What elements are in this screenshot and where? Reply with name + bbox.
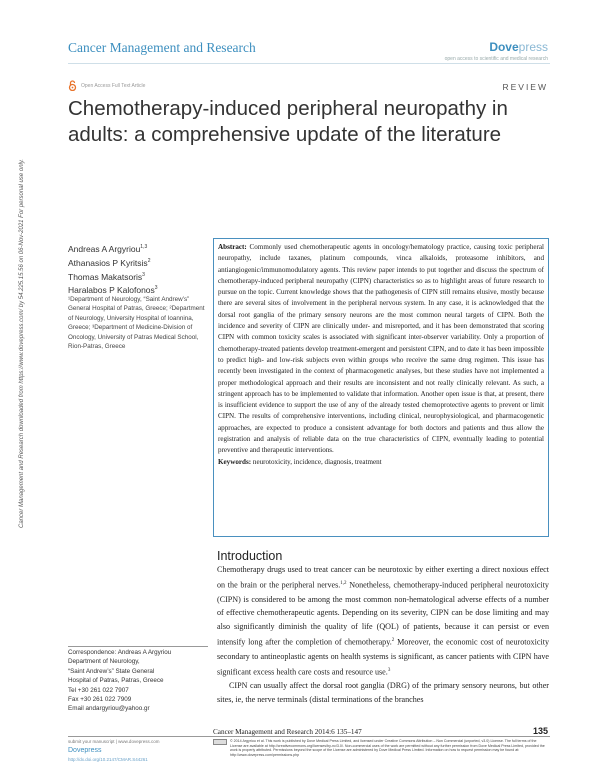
author: Haralabos P Kalofonos$^3$ — [68, 285, 158, 296]
footer-rule — [68, 736, 550, 737]
license-text: © 2014 Argyriou et al. This work is published by Dove Medical Press Limited, and licensed under Creative Commons Attribution – Non Commercial (unported, v3.0) License. The full terms of the License are available at http://creativecommons.org/licenses/by-nc/3.0/. Non-commercial uses of the work are permitted without any further permission from Dove Medical Press Limited, provided the work is properly attributed. Permissions beyond the scope of the License are administered by Dove Medical Press Limited. Information on how to request permission may be found at: http://www.dovepress.com/permissions.php — [230, 739, 545, 757]
page-number: 135 — [532, 726, 548, 736]
abstract-box — [213, 238, 549, 537]
cc-license-icon — [213, 739, 227, 745]
article-title: Chemotherapy-induced peripheral neuropathy in adults: a comprehensive update of the literature — [68, 97, 508, 146]
footer-dovepress: Dovepress — [68, 747, 102, 754]
author-list — [68, 241, 208, 296]
keywords-text: neurotoxicity, incidence, diagnosis, treatment — [252, 457, 382, 466]
download-note-text: Cancer Management and Research downloaded from https://www.dovepress.com/ by 54.225.15.56 on 06-Nov-2021 For personal use only. — [19, 158, 25, 528]
citation-line: Cancer Management and Research 2014:6 135–147 — [213, 728, 362, 736]
author: Thomas Makatsoris$^3$ — [68, 271, 145, 282]
correspondence: Correspondence: Andreas A Argyriou Department of Neurology, “Saint Andrew’s” State General Hospital of Patras, Patras, Greece Tel +30 261 022 7907 Fax +30 261 022 7909 Email andargyriou@yahoo.gr — [68, 648, 208, 714]
paragraph: Chemotherapy drugs used to treat cancer can be neurotoxic by either exerting a direct noxious effect on the brain or the peripheral nerves.$^{1,2}$ Nonetheless, chemotherapy-induced peripheral neurotoxicity (CIPN) is considered to be among the most common non-hematological adverse effects of a number of effective chemotherapeutic agents. Depending on its severity, CIPN can be dose limiting and may also significantly diminish the quality of life (QOL) of patients, because it can persist or even intensify long after the completion of chemotherapy.$^2$ Moreover, the economic cost of neurotoxicity secondary to antineoplastic agents on health systems is significant, as cancer patients with CIPN have significant excess health care costs and resource use.$^3$ — [217, 565, 549, 677]
abstract — [218, 242, 544, 457]
header-rule — [68, 63, 550, 64]
download-note — [18, 108, 36, 528]
open-access-icon — [68, 80, 77, 91]
publisher-bold: Dove — [489, 40, 519, 54]
publisher-tagline: open access to scientific and medical research — [444, 56, 548, 62]
author: Andreas A Argyriou$^{1,3}$ — [68, 243, 148, 254]
journal-name: Cancer Management and Research — [68, 40, 256, 55]
doi-link[interactable]: http://dx.doi.org/10.2147/CMAR.S44261 — [68, 757, 148, 762]
email-link[interactable]: Email andargyriou@yahoo.gr — [68, 705, 150, 713]
abstract-text: Commonly used chemotherapeutic agents in oncology/hematology practice, causing toxic peripheral neuropathy, include taxanes, platinum compounds, vinca alkaloids, proteasome inhibitors, and antiangiogenic/immunomodulatory agents. This review paper intends to put together and discuss the spectrum of chemotherapy-induced peripheral neuropathy (CIPN) characteristics so as to highlight areas of future research to pursue on the topic. Current knowledge shows that the pathogenesis of CIPN still remains elusive, mostly because there are several sites of involvement in the peripheral nervous system. In any case, it is acknowledged that the dorsal root ganglia of the primary sensory neurons are the most common neural targets of CIPN. Both the incidence and severity of CIPN are clinically under- and misreported, and it has been demonstrated that scoring CIPN with common toxicity scales is associated with significant inter-observer variability. Only a proportion of chemotherapy-treated patients develop treatment-emergent and persistent CIPN, and to date it has been impossible to predict high- and low-risk subjects even within groups who receive the same drug regimen. This issue has recently been investigated in the context of pharmacogenetic analyses, but these studies have not implemented a proper methodological approach and their results are inconsistent and not really clinically relevant. As such, a stringent approach has to be implemented to validate that information. Another open issue is that, at present, there is insufficient evidence to support the use of any of the already tested chemoprotective agents to prevent or limit CIPN. The results of comprehensive interventions, including clinical, neurophysiological, and pharmacogenetic approaches, are expected to produce a consistent advantage for both doctors and patients and thus allow the registration and analysis of reliable data on the true characteristics of CIPN, eventually leading to potential preventive and therapeutic interventions. — [218, 243, 544, 455]
introduction-body — [217, 563, 549, 707]
author: Athanasios P Kyritsis$^2$ — [68, 257, 151, 268]
section-heading-introduction: Introduction — [217, 549, 283, 563]
article-type: REVIEW — [502, 82, 548, 92]
affiliations: ¹Department of Neurology, “Saint Andrew’s” General Hospital of Patras, Greece; ²Department of Neurology, University Hospital of Ioannina, Greece; ³Department of Medicine-Division of Oncology, University of Patras Medical School, Rion-Patras, Greece — [68, 296, 205, 351]
abstract-label: Abstract: — [218, 243, 247, 251]
open-access-label: Open Access Full Text Article — [81, 82, 146, 89]
publisher-light: press — [518, 40, 548, 54]
submit-link[interactable]: submit your manuscript | www.dovepress.com — [68, 739, 160, 744]
correspondence-rule — [68, 646, 208, 647]
keywords — [218, 457, 544, 468]
open-access-row — [68, 80, 145, 91]
paragraph: CIPN can usually affect the dorsal root ganglia (DRG) of the primary sensory neurons, but other sites, ie, the nerve terminals (distal terminations of the branches — [217, 681, 549, 705]
publisher-logo — [489, 40, 548, 54]
keywords-label: Keywords: — [218, 457, 252, 466]
